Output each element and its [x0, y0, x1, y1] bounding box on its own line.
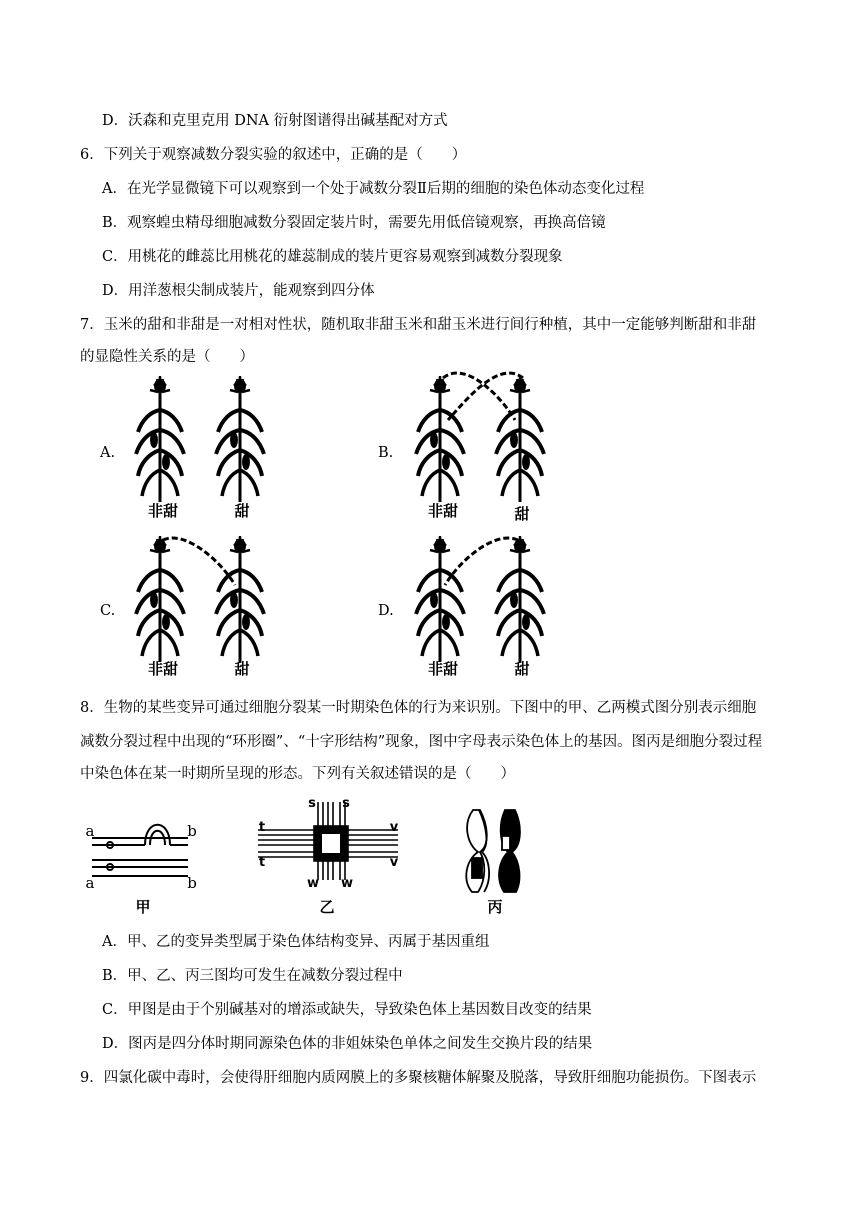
- q7-figure-d-right-label: 甜: [514, 660, 530, 678]
- q9-stem-line1: 9．四氯化碳中毒时，会使得肝细胞内质网膜上的多聚核糖体解聚及脱落，导致肝细胞功能损伤。下图表示: [80, 1070, 757, 1086]
- q8-yi-gene-s-left: s: [308, 796, 316, 811]
- q8-jia-gene-b-bottom: b: [187, 874, 197, 892]
- q8-stem-line3: 中染色体在某一时期所呈现的形态。下列有关叙述错误的是（ ）: [80, 766, 515, 782]
- q8-figure-jia-label: 甲: [135, 898, 151, 916]
- q8-figure-bing-label: 丙: [487, 898, 503, 916]
- q7-figure-c-right-label: 甜: [234, 660, 250, 678]
- q8-stem-line1: 8．生物的某些变异可通过细胞分裂某一时期染色体的行为来识别。下图中的甲、乙两模式图分别表示细胞: [80, 700, 757, 716]
- q6-option-d: D．用洋葱根尖制成装片，能观察到四分体: [102, 283, 375, 299]
- q8-figure-jia-diagram: [92, 825, 188, 876]
- q8-option-c: C．甲图是由于个别碱基对的增添或缺失，导致染色体上基因数目改变的结果: [102, 1002, 592, 1018]
- q8-option-b: B．甲、乙、丙三图均可发生在减数分裂过程中: [102, 968, 403, 984]
- q7-stem-line1: 7．玉米的甜和非甜是一对相对性状，随机取非甜玉米和甜玉米进行间行种植，其中一定能够判断甜和非甜: [80, 317, 757, 333]
- q7-figure-a-letter: A.: [100, 445, 116, 461]
- q8-option-d: D．图丙是四分体时期同源染色体的非姐妹染色单体之间发生交换片段的结果: [102, 1036, 593, 1052]
- q8-jia-gene-b-top: b: [187, 822, 197, 840]
- q8-option-a: A．甲、乙的变异类型属于染色体结构变异、丙属于基因重组: [102, 934, 490, 950]
- q8-yi-gene-t-top: t: [258, 820, 266, 835]
- q7-figure-b-right-label: 甜: [514, 505, 530, 523]
- q5-option-d: D．沃森和克里克用 DNA 衍射图谱得出碱基配对方式: [102, 113, 448, 129]
- q8-jia-gene-a-bottom: a: [85, 874, 95, 892]
- q6-option-b: B．观察蝗虫精母细胞减数分裂固定装片时，需要先用低倍镜观察，再换高倍镜: [102, 215, 606, 231]
- q8-yi-gene-t-bottom: t: [258, 855, 266, 870]
- q7-figure-d-letter: D.: [378, 603, 394, 619]
- q8-figure-yi-diagram: [258, 802, 398, 880]
- q8-yi-gene-s-right: s: [342, 796, 350, 811]
- q8-jia-gene-a-top: a: [85, 822, 95, 840]
- q8-stem-line2: 减数分裂过程中出现的“环形圈”、“十字形结构”现象，图中字母表示染色体上的基因。图丙是细胞分裂过程: [80, 734, 763, 750]
- q7-figure-a-left-label: 非甜: [147, 502, 178, 520]
- q7-figure-a-right-label: 甜: [234, 502, 250, 520]
- q8-yi-gene-w-left: w: [306, 876, 319, 891]
- q8-yi-gene-w-right: w: [340, 876, 353, 891]
- q7-figure-b-letter: B.: [378, 445, 394, 461]
- q8-yi-gene-v-top: v: [389, 820, 399, 835]
- q7-stem-line2: 的显隐性关系的是（ ）: [80, 349, 254, 365]
- q8-figure-bing-diagram: [466, 810, 520, 892]
- q7-figure-c-left-label: 非甜: [147, 660, 178, 678]
- q7-figure-c-letter: C.: [100, 603, 116, 619]
- q6-option-a: A．在光学显微镜下可以观察到一个处于减数分裂Ⅱ后期的细胞的染色体动态变化过程: [102, 181, 645, 197]
- q7-figure-d-left-label: 非甜: [427, 660, 458, 678]
- q6-option-c: C．用桃花的雌蕊比用桃花的雄蕊制成的装片更容易观察到减数分裂现象: [102, 249, 563, 265]
- q7-figure-b-left-label: 非甜: [427, 502, 458, 520]
- q8-figure-yi-label: 乙: [319, 898, 335, 916]
- q8-yi-gene-v-bottom: v: [389, 855, 399, 870]
- q6-stem: 6．下列关于观察减数分裂实验的叙述中，正确的是（ ）: [80, 147, 467, 163]
